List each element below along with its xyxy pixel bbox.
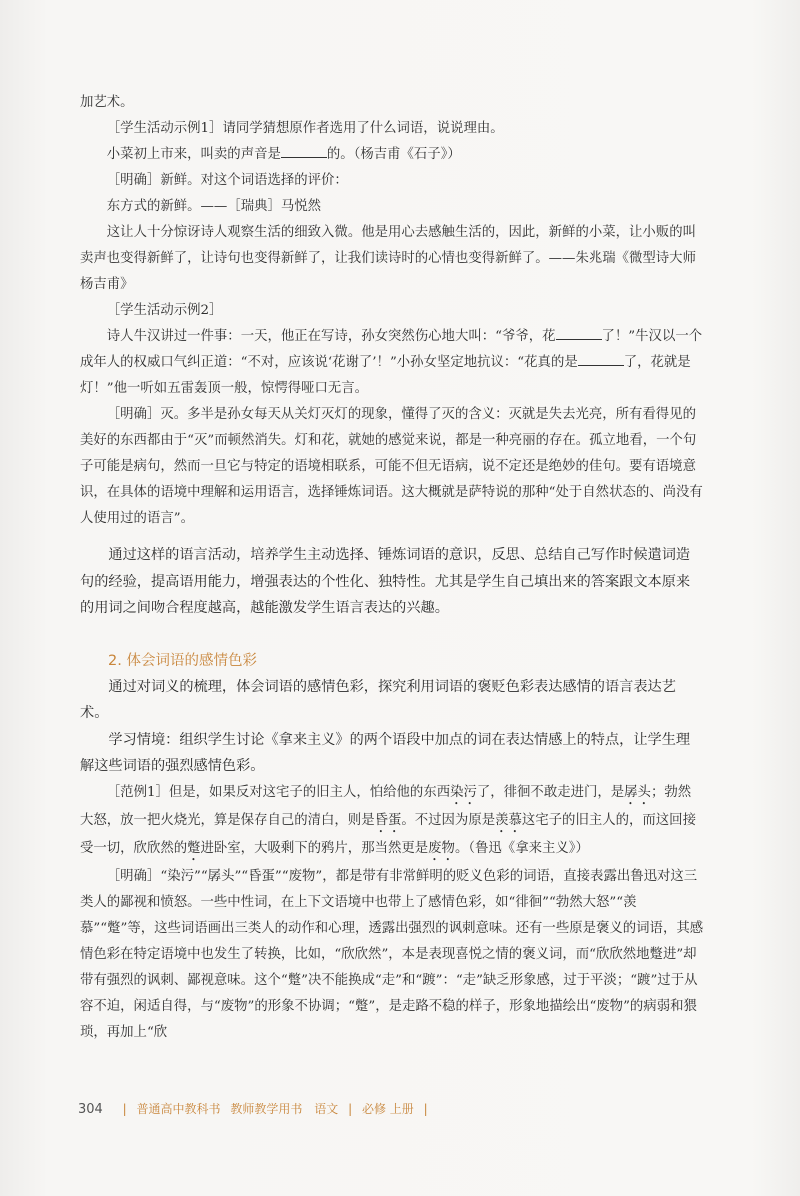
example-text: 。不过因为原是	[401, 812, 496, 828]
dotted-word: 孱头	[624, 784, 651, 800]
activity-example-2: ［学生活动示例2］	[106, 303, 223, 318]
example-text: 了，徘徊不敢走进门，是	[476, 784, 625, 800]
footer-divider: |	[423, 1102, 428, 1116]
example-text: ；勃然大怒，放一把火烧光，算是保存自己的清白，则是	[80, 784, 692, 828]
dotted-word: 染污	[450, 784, 477, 800]
sentence-part: 小菜初上市来，叫卖的声音是	[106, 147, 281, 162]
story-part: 诗人牛汉讲过一件事：一天，他正在写诗，孙女突然伤心地大叫：“爷爷，花	[106, 329, 556, 344]
summary-paragraph: 通过这样的语言活动，培养学生主动选择、锤炼词语的意识，反思、总结自己写作时候遣词造句的经验，提高语用能力，增强表达的个性化、独特性。尤其是学生自己填出来的答案跟文本原来的用词之间吻合程度越高，越能激发学生语言表达的兴趣。	[80, 547, 691, 616]
blank-line	[281, 145, 327, 158]
sentence-part: 的。（杨吉甫《石子》）	[326, 147, 461, 162]
body-paragraph: 通过对词义的梳理，体会词语的感情色彩，探究利用词语的褒贬色彩表达感情的语言表达艺术。	[80, 678, 676, 721]
example-text: 。（鲁迅《拿来主义》）	[454, 840, 589, 856]
footer-subject: 语文	[314, 1102, 339, 1116]
story-paragraph	[80, 324, 704, 402]
example-text: 这宅子的旧主人的，而这回接受一切，欣欣然的	[80, 812, 696, 856]
paragraph: 加艺术。	[80, 95, 134, 110]
answer-paragraph: ［明确］“染污”“孱头”“昏蛋”“废物”，都是带有非常鲜明的贬义色彩的词语，直接表露出鲁迅对这三类人的鄙视和愤怒。一些中性词，在上下文语境中也带上了感情色彩，如“徘徊”“勃然大怒”“羡慕”“蹩”等，这些词语画出三类人的动作和心理，透露出强烈的讽刺意味。还有一些原是褒义的词语，其感情色彩在特定语境中也发生了转换，比如，“欣欣然”，本是表现喜悦之情的褒义词，而“欣欣然地蹩进”却带有强烈的讽刺、鄙视意味。这个“蹩”决不能换成“走”和“踱”：“走”缺乏形象感，过于平淡；“踱”过于从容不迫，闲适自得，与“废物”的形象不协调；“蹩”，是走路不稳的样子，形象地描绘出“废物”的病弱和猥琐，再加上“欣	[80, 868, 704, 1040]
blank-line	[578, 353, 624, 366]
page-footer	[78, 1100, 434, 1117]
activity-example-1: ［学生活动示例1］请同学猜想原作者选用了什么词语，说说理由。	[106, 121, 504, 136]
page-number: 304	[78, 1102, 103, 1117]
fill-blank-sentence	[80, 142, 704, 168]
dotted-word: 蹩	[187, 840, 201, 856]
blank-line	[556, 327, 602, 340]
answer-paragraph: ［明确］灭。多半是孙女每天从关灯灭灯的现象，懂得了灭的含义：灭就是失去光亮，所有看得见的美好的东西都由于“灭”而顿然消失。灯和花，就她的感觉来说，都是一种亮丽的存在。孤立地看，一个句子可能是病句，然而一旦它与特定的语境相联系，可能不但无语病，说不定还是绝妙的佳句。要有语境意识，在具体的语境中理解和运用语言，选择锤炼词语。这大概就是萨特说的那种“处于自然状态的、尚没有人使用过的语言”。	[80, 407, 703, 526]
footer-divider: |	[348, 1102, 353, 1116]
example-text: 进卧室，大吸剩下的鸦片，那当然更是	[200, 840, 429, 856]
dotted-word: 羡慕	[495, 812, 522, 828]
dotted-word: 废物	[428, 840, 455, 856]
dotted-word: 昏蛋	[374, 812, 402, 828]
example-1-paragraph	[80, 780, 704, 864]
commentary-paragraph: 这让人十分惊讶诗人观察生活的细致入微。他是用心去感触生活的，因此，新鲜的小菜，让小贩的叫卖声也变得新鲜了，让诗句也变得新鲜了，让我们读诗时的心情也变得新鲜了。——朱兆瑞《微型诗大师杨吉甫》	[80, 225, 696, 292]
story-part: 了！”牛汉以一个成年人的权威口气纠正道：“不对，应该说‘花谢了’！”小孙女坚定地抗议：“花真的是	[80, 329, 703, 370]
learning-context: 学习情境：组织学生讨论《拿来主义》的两个语段中加点的词在表达情感上的特点，让学生理解这些词语的强烈感情色彩。	[80, 731, 691, 774]
footer-book: 普通高中教科书	[136, 1102, 221, 1116]
footer-divider: |	[122, 1102, 127, 1116]
example-text: ［范例1］但是，如果反对这宅子的旧主人，怕给他的东西	[106, 784, 451, 800]
section-heading: 2. 体会词语的感情色彩	[108, 652, 257, 669]
story-part: 了，花就是灯！”他一听如五雷轰顶一般，惊愕得哑口无言。	[80, 355, 691, 396]
footer-volume: 必修 上册	[361, 1102, 414, 1116]
answer-paragraph: ［明确］新鲜。对这个词语选择的评价：	[106, 173, 348, 188]
page-content	[80, 90, 704, 1046]
quote-line: 东方式的新鲜。——［瑞典］马悦然	[106, 199, 322, 214]
footer-type: 教师教学用书	[230, 1102, 303, 1116]
